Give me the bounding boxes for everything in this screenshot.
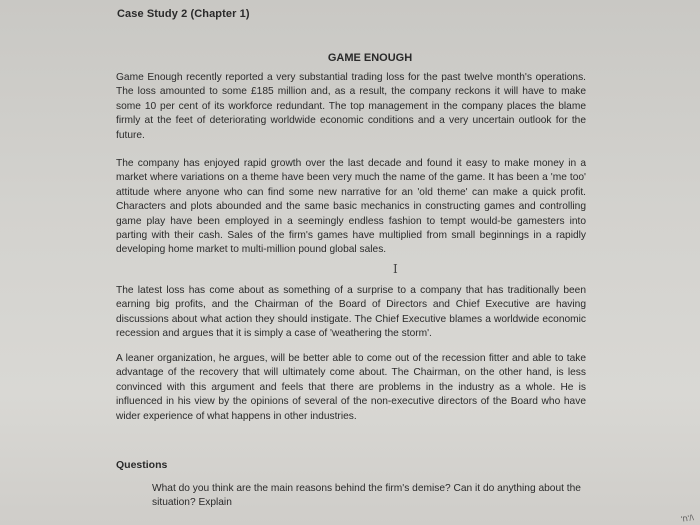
- corner-mark: 'ח'/\: [680, 513, 695, 524]
- document-title: GAME ENOUGH: [327, 52, 413, 64]
- text-cursor-icon: I: [393, 262, 398, 276]
- questions-heading: Questions: [116, 459, 168, 471]
- paragraph-4: A leaner organization, he argues, will be better able to come out of the recession fitter and able to take advantage of the recovery that will ultimately come about. The Chairman, on the other hand, is less convinced with this argument and feels that there are problems in the industry as a whole. He is influenced in his view by the opinions of several of the non-executive directors of the Board who have wider experience of what happens in other industries.: [116, 353, 586, 422]
- question-text: What do you think are the main reasons behind the firm's demise? Can it do anything about the situation? Explain: [152, 483, 581, 508]
- paragraph-2: The company has enjoyed rapid growth over the last decade and found it easy to make money in a market where variations on a theme have been very much the name of the game. It has been a 'me too' attitude where anyone who can find some new narrative for an 'old theme' can make a quick profit. Characters and plots abounded and the same basic mechanics in constructing games and controlling game play have been employed in a seemingly endless fashion to tempt would-be gamesters into parting with their cash. Sales of the firm's games have multiplied from small beginnings in a rapidly developing home market to multi-million pound global sales.: [116, 158, 586, 256]
- paragraph-1: Game Enough recently reported a very substantial trading loss for the past twelve month's operations. The loss amounted to some £185 million and, as a result, the company reckons it will have to make some 10 per cent of its workforce redundant. The top management in the company places the blame firmly at the feet of deteriorating worldwide economic conditions and a very uncertain outlook for the future.: [116, 72, 586, 141]
- case-study-header: Case Study 2 (Chapter 1): [117, 8, 250, 20]
- paragraph-3: The latest loss has come about as something of a surprise to a company that has traditionally been earning big profits, and the Chairman of the Board of Directors and Chief Executive are having discussions about what action they should instigate. The Chief Executive blames a worldwide economic recession and argues that it is simply a case of 'weathering the storm'.: [116, 285, 586, 340]
